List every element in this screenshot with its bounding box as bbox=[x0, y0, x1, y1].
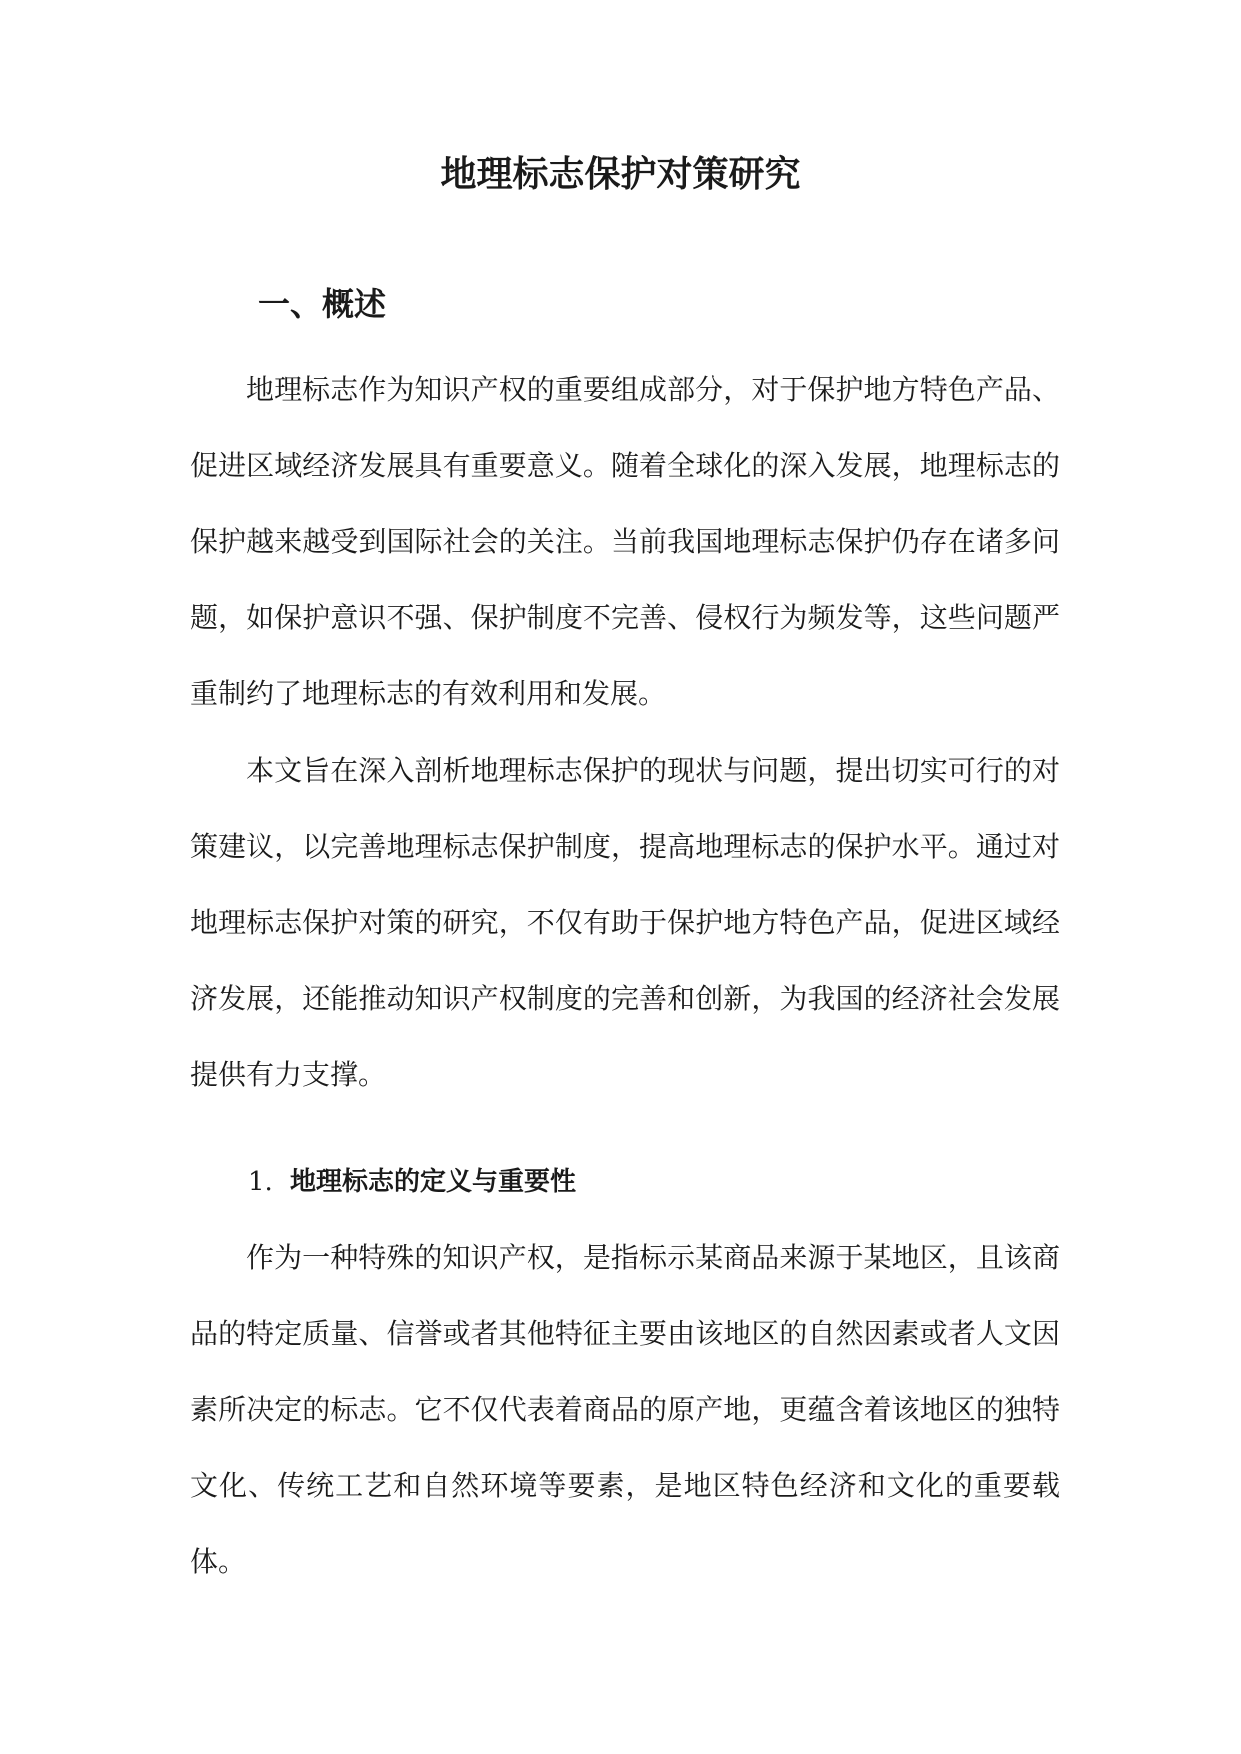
document-title: 地理标志保护对策研究 bbox=[440, 154, 801, 195]
section-heading-overview: 一、概述 bbox=[258, 285, 387, 323]
paragraph: 地理标志作为知识产权的重要组成部分，对于保护地方特色产品、促进区域经济发展具有重要意义。随着全球化的深入发展，地理标志的保护越来越受到国际社会的关注。当前我国地理标志保护仍存在诸多问题，如保护意识不强、保护制度不完善、侵权行为频发等，这些问题严重制约了地理标志的有效利用和发展。 bbox=[190, 373, 1060, 710]
subsection-title: 地理标志的定义与重要性 bbox=[290, 1167, 577, 1197]
subsection-number: 1. bbox=[248, 1167, 273, 1197]
paragraph: 作为一种特殊的知识产权，是指标示某商品来源于某地区，且该商品的特定质量、信誉或者其他特征主要由该地区的自然因素或者人文因素所决定的标志。它不仅代表着商品的原产地，更蕴含着该地区的独特文化、传统工艺和自然环境等要素，是地区特色经济和文化的重要载体。 bbox=[190, 1241, 1060, 1578]
paragraph: 本文旨在深入剖析地理标志保护的现状与问题，提出切实可行的对策建议，以完善地理标志保护制度，提高地理标志的保护水平。通过对地理标志保护对策的研究，不仅有助于保护地方特色产品，促进区域经济发展，还能推动知识产权制度的完善和创新，为我国的经济社会发展提供有力支撑。 bbox=[190, 754, 1060, 1091]
subsection-heading bbox=[248, 1162, 576, 1202]
